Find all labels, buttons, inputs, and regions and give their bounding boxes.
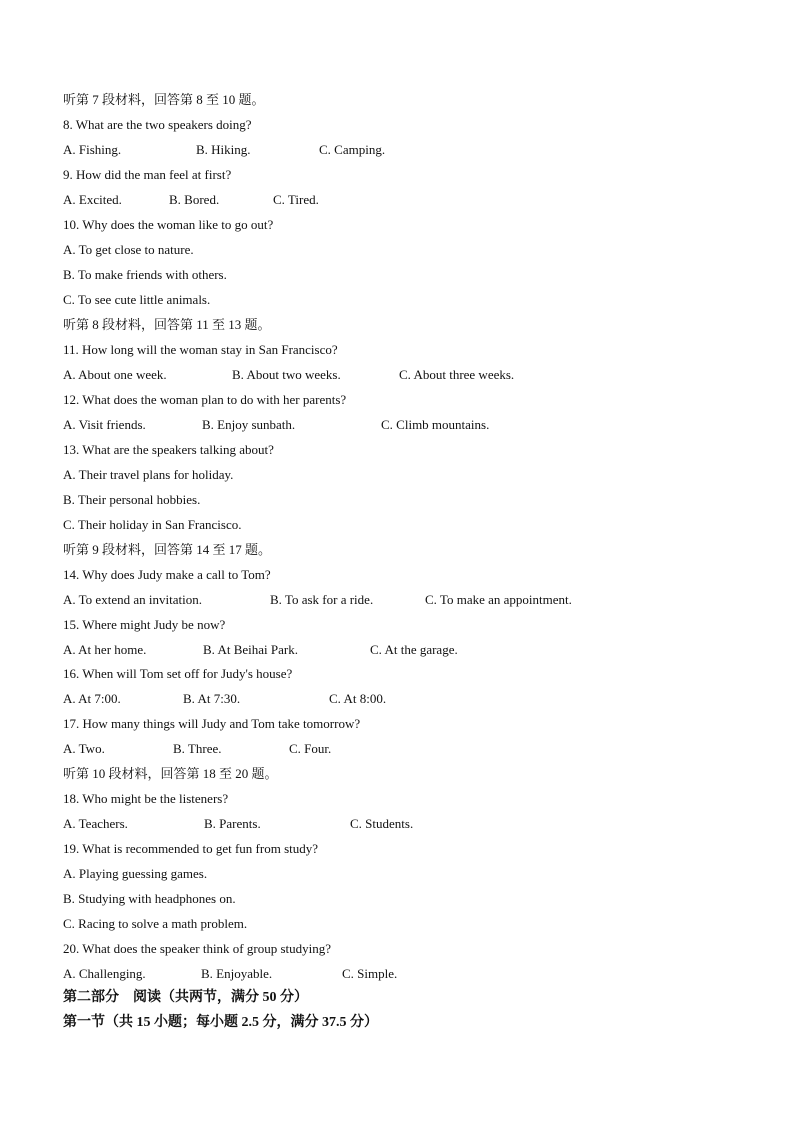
question-10: 10. Why does the woman like to go out? xyxy=(63,217,274,232)
option-c: C. At the garage. xyxy=(370,642,458,657)
option-c: C. Camping. xyxy=(319,142,386,157)
option-c: C. Tired. xyxy=(273,192,319,207)
option-b: B. Three. xyxy=(173,741,222,756)
option-c: C. Simple. xyxy=(342,966,398,981)
option-c: C. Students. xyxy=(350,816,414,831)
option-10-c: C. To see cute little animals. xyxy=(63,292,211,307)
option-a: A. At 7:00. xyxy=(63,691,121,706)
option-19-a: A. Playing guessing games. xyxy=(63,866,208,881)
section-heading-8: 听第 8 段材料，回答第 11 至 13 题。 xyxy=(63,317,271,332)
option-b: B. About two weeks. xyxy=(232,367,341,382)
option-19-c: C. Racing to solve a math problem. xyxy=(63,916,248,931)
option-a: A. Fishing. xyxy=(63,142,122,157)
option-b: B. At Beihai Park. xyxy=(203,642,298,657)
option-b: B. Bored. xyxy=(169,192,220,207)
option-b: B. At 7:30. xyxy=(183,691,241,706)
question-18: 18. Who might be the listeners? xyxy=(63,791,229,806)
option-b: B. Enjoyable. xyxy=(201,966,273,981)
option-a: A. Excited. xyxy=(63,192,122,207)
option-a: A. At her home. xyxy=(63,642,147,657)
option-b: B. Enjoy sunbath. xyxy=(202,417,296,432)
option-13-b: B. Their personal hobbies. xyxy=(63,492,201,507)
option-a: A. To extend an invitation. xyxy=(63,592,202,607)
option-b: B. Hiking. xyxy=(196,142,251,157)
question-11: 11. How long will the woman stay in San Francisco? xyxy=(63,342,338,357)
question-9: 9. How did the man feel at first? xyxy=(63,167,232,182)
question-17: 17. How many things will Judy and Tom take tomorrow? xyxy=(63,716,361,731)
question-15: 15. Where might Judy be now? xyxy=(63,617,226,632)
question-14: 14. Why does Judy make a call to Tom? xyxy=(63,567,271,582)
option-a: A. About one week. xyxy=(63,367,167,382)
option-19-b: B. Studying with headphones on. xyxy=(63,891,236,906)
question-12: 12. What does the woman plan to do with her parents? xyxy=(63,392,347,407)
option-c: C. Four. xyxy=(289,741,332,756)
question-20: 20. What does the speaker think of group studying? xyxy=(63,941,332,956)
option-c: C. Climb mountains. xyxy=(381,417,490,432)
option-10-b: B. To make friends with others. xyxy=(63,267,227,282)
option-a: A. Teachers. xyxy=(63,816,128,831)
option-13-a: A. Their travel plans for holiday. xyxy=(63,467,234,482)
option-c: C. To make an appointment. xyxy=(425,592,572,607)
option-c: C. About three weeks. xyxy=(399,367,515,382)
section-heading-7: 听第 7 段材料，回答第 8 至 10 题。 xyxy=(63,92,265,107)
part-two-heading: 第二部分 阅读（共两节，满分 50 分） xyxy=(63,990,308,1005)
option-a: A. Two. xyxy=(63,741,105,756)
option-a: A. Challenging. xyxy=(63,966,146,981)
option-c: C. At 8:00. xyxy=(329,691,387,706)
option-b: B. To ask for a ride. xyxy=(270,592,374,607)
option-13-c: C. Their holiday in San Francisco. xyxy=(63,517,242,532)
section-heading-10: 听第 10 段材料，回答第 18 至 20 题。 xyxy=(63,766,278,781)
option-b: B. Parents. xyxy=(204,816,261,831)
question-19: 19. What is recommended to get fun from study? xyxy=(63,841,319,856)
option-a: A. Visit friends. xyxy=(63,417,146,432)
question-13: 13. What are the speakers talking about? xyxy=(63,442,274,457)
question-16: 16. When will Tom set off for Judy's house? xyxy=(63,666,293,681)
section-one-heading: 第一节（共 15 小题；每小题 2.5 分，满分 37.5 分） xyxy=(63,1015,378,1030)
option-10-a: A. To get close to nature. xyxy=(63,242,194,257)
section-heading-9: 听第 9 段材料，回答第 14 至 17 题。 xyxy=(63,542,272,557)
question-8: 8. What are the two speakers doing? xyxy=(63,117,252,132)
